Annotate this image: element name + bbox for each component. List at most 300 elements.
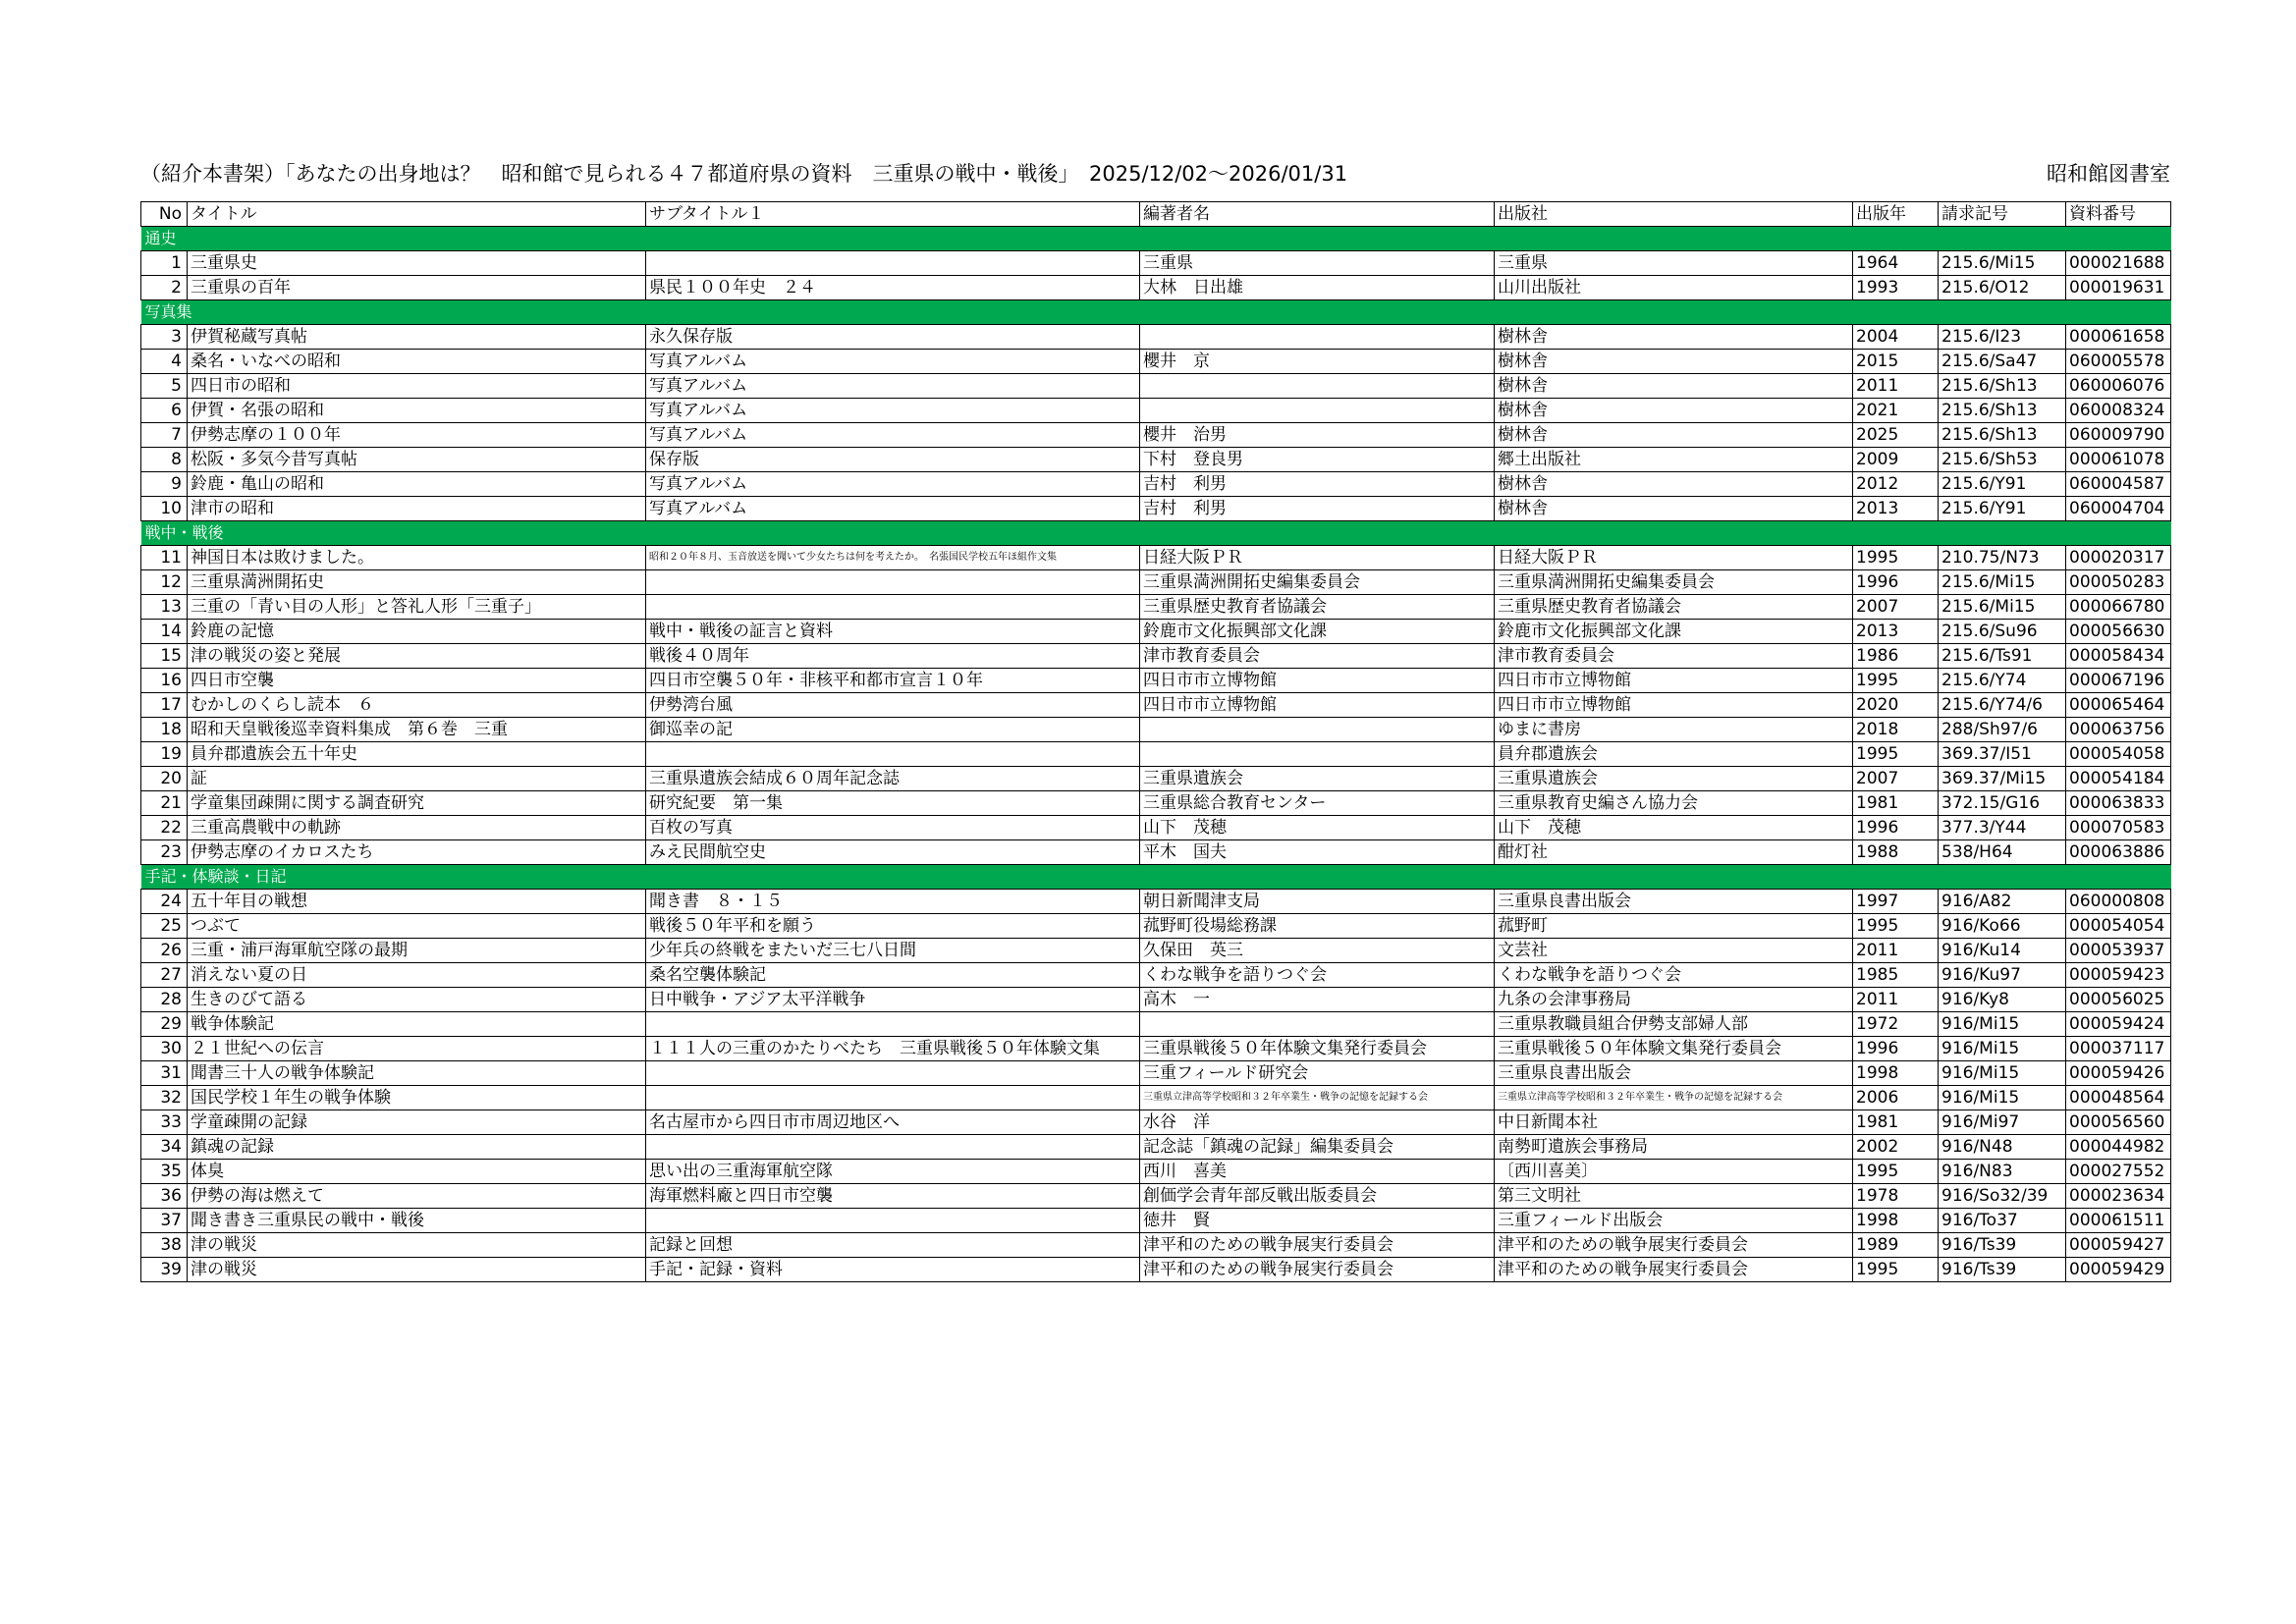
cell-subtitle: 聞き書 ８・１５ [646, 890, 1140, 914]
cell-year: 2011 [1853, 374, 1939, 399]
cell-call-number: 215.6/Sh13 [1939, 374, 2066, 399]
cell-publisher: 日経大阪ＰＲ [1495, 546, 1853, 570]
cell-no: 38 [141, 1233, 188, 1258]
cell-author: 吉村 利男 [1140, 497, 1495, 521]
table-row [141, 570, 2171, 595]
cell-author: 三重県立津高等学校昭和３２年卒業生・戦争の記憶を記録する会 [1140, 1086, 1495, 1110]
cell-title: ２１世紀への伝言 [188, 1037, 646, 1061]
cell-title: 体臭 [188, 1160, 646, 1184]
cell-no: 17 [141, 693, 188, 718]
column-header-call-number: 請求記号 [1939, 202, 2066, 227]
cell-item-number: 060004704 [2066, 497, 2171, 521]
cell-no: 7 [141, 423, 188, 448]
cell-author: 平木 国夫 [1140, 840, 1495, 865]
cell-year: 1993 [1853, 276, 1939, 300]
cell-author: 櫻井 治男 [1140, 423, 1495, 448]
cell-title: 三重県史 [188, 251, 646, 276]
cell-item-number: 060009790 [2066, 423, 2171, 448]
cell-item-number: 060005578 [2066, 350, 2171, 374]
table-row [141, 718, 2171, 742]
cell-title: 四日市の昭和 [188, 374, 646, 399]
cell-year: 2006 [1853, 1086, 1939, 1110]
cell-title: 津の戦災 [188, 1233, 646, 1258]
table-row [141, 374, 2171, 399]
cell-call-number: 215.6/Sh13 [1939, 423, 2066, 448]
cell-title: 桑名・いなべの昭和 [188, 350, 646, 374]
cell-publisher: 樹林舎 [1495, 350, 1853, 374]
cell-author: くわな戦争を語りつぐ会 [1140, 963, 1495, 988]
cell-author: 四日市市立博物館 [1140, 669, 1495, 693]
table-body [141, 227, 2171, 1282]
table-row [141, 251, 2171, 276]
cell-publisher: 樹林舎 [1495, 497, 1853, 521]
cell-subtitle: 写真アルバム [646, 472, 1140, 497]
table-row [141, 890, 2171, 914]
cell-no: 30 [141, 1037, 188, 1061]
table-row [141, 497, 2171, 521]
cell-no: 6 [141, 399, 188, 423]
table-row [141, 988, 2171, 1012]
cell-call-number: 916/Mi15 [1939, 1012, 2066, 1037]
table-header-row [141, 202, 2171, 227]
category-row [141, 300, 2171, 325]
cell-subtitle [646, 570, 1140, 595]
cell-item-number: 000059426 [2066, 1061, 2171, 1086]
table-row [141, 816, 2171, 840]
table-row [141, 1160, 2171, 1184]
cell-author: 四日市市立博物館 [1140, 693, 1495, 718]
table-row [141, 423, 2171, 448]
cell-subtitle: 名古屋市から四日市市周辺地区へ [646, 1110, 1140, 1135]
cell-year: 1989 [1853, 1233, 1939, 1258]
cell-year: 1986 [1853, 644, 1939, 669]
cell-title: 鈴鹿・亀山の昭和 [188, 472, 646, 497]
cell-no: 39 [141, 1258, 188, 1282]
cell-author: 水谷 洋 [1140, 1110, 1495, 1135]
cell-no: 13 [141, 595, 188, 620]
cell-no: 26 [141, 939, 188, 963]
cell-subtitle [646, 1012, 1140, 1037]
cell-item-number: 000023634 [2066, 1184, 2171, 1209]
cell-publisher: 山川出版社 [1495, 276, 1853, 300]
cell-no: 14 [141, 620, 188, 644]
cell-title: 昭和天皇戦後巡幸資料集成 第６巻 三重 [188, 718, 646, 742]
cell-item-number: 060004587 [2066, 472, 2171, 497]
cell-subtitle: 研究紀要 第一集 [646, 791, 1140, 816]
cell-no: 10 [141, 497, 188, 521]
cell-author: 西川 喜美 [1140, 1160, 1495, 1184]
cell-call-number: 215.6/O12 [1939, 276, 2066, 300]
category-row [141, 521, 2171, 546]
cell-author: 久保田 英三 [1140, 939, 1495, 963]
cell-no: 11 [141, 546, 188, 570]
cell-title: 戦争体験記 [188, 1012, 646, 1037]
cell-call-number: 215.6/Y74 [1939, 669, 2066, 693]
cell-item-number: 000058434 [2066, 644, 2171, 669]
table-row [141, 399, 2171, 423]
cell-year: 1995 [1853, 742, 1939, 767]
cell-call-number: 916/Ts39 [1939, 1233, 2066, 1258]
cell-subtitle: 写真アルバム [646, 374, 1140, 399]
cell-call-number: 916/Mi15 [1939, 1037, 2066, 1061]
cell-no: 15 [141, 644, 188, 669]
cell-year: 1985 [1853, 963, 1939, 988]
cell-subtitle: １１１人の三重のかたりべたち 三重県戦後５０年体験文集 [646, 1037, 1140, 1061]
category-label: 写真集 [141, 300, 2171, 325]
cell-publisher: 三重県立津高等学校昭和３２年卒業生・戦争の記憶を記録する会 [1495, 1086, 1853, 1110]
cell-no: 19 [141, 742, 188, 767]
cell-publisher: 酣灯社 [1495, 840, 1853, 865]
cell-item-number: 000061658 [2066, 325, 2171, 350]
cell-publisher: 津市教育委員会 [1495, 644, 1853, 669]
cell-year: 2004 [1853, 325, 1939, 350]
cell-call-number: 215.6/Sh13 [1939, 399, 2066, 423]
cell-call-number: 538/H64 [1939, 840, 2066, 865]
table-row [141, 1037, 2171, 1061]
cell-author: 三重県歴史教育者協議会 [1140, 595, 1495, 620]
cell-publisher: 文芸社 [1495, 939, 1853, 963]
cell-publisher: 三重県満洲開拓史編集委員会 [1495, 570, 1853, 595]
cell-author [1140, 1012, 1495, 1037]
cell-call-number: 215.6/Sh53 [1939, 448, 2066, 472]
cell-title: 証 [188, 767, 646, 791]
cell-call-number: 215.6/Mi15 [1939, 251, 2066, 276]
cell-subtitle: 三重県遺族会結成６０周年記念誌 [646, 767, 1140, 791]
cell-item-number: 000037117 [2066, 1037, 2171, 1061]
cell-author: 記念誌「鎮魂の記録」編集委員会 [1140, 1135, 1495, 1160]
cell-subtitle: 伊勢湾台風 [646, 693, 1140, 718]
cell-no: 18 [141, 718, 188, 742]
table-row [141, 546, 2171, 570]
cell-year: 1996 [1853, 570, 1939, 595]
cell-subtitle: 百枚の写真 [646, 816, 1140, 840]
cell-author [1140, 374, 1495, 399]
table-row [141, 791, 2171, 816]
cell-year: 2011 [1853, 988, 1939, 1012]
table-row [141, 669, 2171, 693]
column-header-publisher: 出版社 [1495, 202, 1853, 227]
cell-call-number: 369.37/I51 [1939, 742, 2066, 767]
cell-no: 20 [141, 767, 188, 791]
cell-subtitle: 昭和２０年８月、玉音放送を聞いて少女たちは何を考えたか。 名張国民学校五年ほ組作文集 [646, 546, 1140, 570]
cell-author: 吉村 利男 [1140, 472, 1495, 497]
cell-author: 鈴鹿市文化振興部文化課 [1140, 620, 1495, 644]
cell-subtitle: 戦中・戦後の証言と資料 [646, 620, 1140, 644]
table-row [141, 1135, 2171, 1160]
cell-author: 徳井 賢 [1140, 1209, 1495, 1233]
cell-no: 22 [141, 816, 188, 840]
cell-author: 三重県遺族会 [1140, 767, 1495, 791]
cell-item-number: 000044982 [2066, 1135, 2171, 1160]
cell-item-number: 000059423 [2066, 963, 2171, 988]
cell-call-number: 210.75/N73 [1939, 546, 2066, 570]
cell-author: 三重県 [1140, 251, 1495, 276]
cell-year: 2002 [1853, 1135, 1939, 1160]
cell-no: 1 [141, 251, 188, 276]
cell-year: 1988 [1853, 840, 1939, 865]
table-row [141, 276, 2171, 300]
cell-publisher: 鈴鹿市文化振興部文化課 [1495, 620, 1853, 644]
cell-year: 1995 [1853, 546, 1939, 570]
cell-subtitle: 少年兵の終戦をまたいだ三七八日間 [646, 939, 1140, 963]
cell-subtitle: 永久保存版 [646, 325, 1140, 350]
cell-author [1140, 718, 1495, 742]
cell-author [1140, 399, 1495, 423]
cell-call-number: 215.6/Y91 [1939, 497, 2066, 521]
cell-year: 1981 [1853, 1110, 1939, 1135]
cell-no: 9 [141, 472, 188, 497]
cell-author: 下村 登良男 [1140, 448, 1495, 472]
cell-year: 1995 [1853, 914, 1939, 939]
cell-author: 朝日新聞津支局 [1140, 890, 1495, 914]
cell-publisher: 員弁郡遺族会 [1495, 742, 1853, 767]
cell-title: 津の戦災の姿と発展 [188, 644, 646, 669]
table-row [141, 693, 2171, 718]
cell-item-number: 000053937 [2066, 939, 2171, 963]
cell-year: 2007 [1853, 767, 1939, 791]
cell-publisher: 菰野町 [1495, 914, 1853, 939]
cell-year: 2020 [1853, 693, 1939, 718]
cell-publisher: ゆまに書房 [1495, 718, 1853, 742]
cell-subtitle [646, 595, 1140, 620]
cell-subtitle: みえ民間航空史 [646, 840, 1140, 865]
column-header-author: 編著者名 [1140, 202, 1495, 227]
cell-year: 1972 [1853, 1012, 1939, 1037]
table-row [141, 595, 2171, 620]
cell-no: 36 [141, 1184, 188, 1209]
cell-publisher: 津平和のための戦争展実行委員会 [1495, 1258, 1853, 1282]
cell-no: 31 [141, 1061, 188, 1086]
cell-author: 菰野町役場総務課 [1140, 914, 1495, 939]
cell-no: 5 [141, 374, 188, 399]
cell-call-number: 916/Ky8 [1939, 988, 2066, 1012]
cell-publisher: 四日市市立博物館 [1495, 693, 1853, 718]
table-row [141, 620, 2171, 644]
cell-no: 12 [141, 570, 188, 595]
cell-call-number: 916/So32/39 [1939, 1184, 2066, 1209]
cell-item-number: 000019631 [2066, 276, 2171, 300]
cell-title: 聞き書き三重県民の戦中・戦後 [188, 1209, 646, 1233]
cell-publisher: 中日新聞本社 [1495, 1110, 1853, 1135]
cell-author: 高木 一 [1140, 988, 1495, 1012]
table-row [141, 325, 2171, 350]
cell-call-number: 369.37/Mi15 [1939, 767, 2066, 791]
table-row [141, 1012, 2171, 1037]
cell-author: 津平和のための戦争展実行委員会 [1140, 1258, 1495, 1282]
cell-year: 2009 [1853, 448, 1939, 472]
cell-year: 1995 [1853, 1160, 1939, 1184]
cell-call-number: 916/Mi15 [1939, 1061, 2066, 1086]
cell-publisher: 三重県教職員組合伊勢支部婦人部 [1495, 1012, 1853, 1037]
cell-publisher: 樹林舎 [1495, 399, 1853, 423]
cell-call-number: 215.6/Y74/6 [1939, 693, 2066, 718]
cell-no: 8 [141, 448, 188, 472]
cell-publisher: 樹林舎 [1495, 423, 1853, 448]
cell-title: 神国日本は敗けました。 [188, 546, 646, 570]
cell-year: 1998 [1853, 1209, 1939, 1233]
cell-publisher: 三重県良書出版会 [1495, 890, 1853, 914]
category-row [141, 865, 2171, 890]
cell-subtitle: 戦後５０年平和を願う [646, 914, 1140, 939]
cell-title: 学童集団疎開に関する調査研究 [188, 791, 646, 816]
table-row [141, 767, 2171, 791]
table-row [141, 1184, 2171, 1209]
cell-title: 伊勢志摩のイカロスたち [188, 840, 646, 865]
cell-year: 1964 [1853, 251, 1939, 276]
cell-subtitle: 思い出の三重海軍航空隊 [646, 1160, 1140, 1184]
cell-call-number: 215.6/Mi15 [1939, 595, 2066, 620]
library-name: 昭和館図書室 [2047, 162, 2170, 186]
cell-item-number: 000065464 [2066, 693, 2171, 718]
column-header-subtitle: サブタイトル１ [646, 202, 1140, 227]
cell-title: むかしのくらし読本 ６ [188, 693, 646, 718]
cell-item-number: 000050283 [2066, 570, 2171, 595]
cell-year: 1996 [1853, 1037, 1939, 1061]
cell-subtitle: 記録と回想 [646, 1233, 1140, 1258]
table-row [141, 1086, 2171, 1110]
category-label: 通史 [141, 227, 2171, 251]
cell-title: 五十年目の戦想 [188, 890, 646, 914]
cell-no: 25 [141, 914, 188, 939]
cell-call-number: 916/A82 [1939, 890, 2066, 914]
cell-title: 学童疎開の記録 [188, 1110, 646, 1135]
cell-no: 28 [141, 988, 188, 1012]
cell-publisher: 樹林舎 [1495, 325, 1853, 350]
cell-subtitle: 保存版 [646, 448, 1140, 472]
cell-title: 松阪・多気今昔写真帖 [188, 448, 646, 472]
cell-subtitle [646, 1061, 1140, 1086]
cell-publisher: 三重フィールド出版会 [1495, 1209, 1853, 1233]
cell-call-number: 215.6/Y91 [1939, 472, 2066, 497]
cell-publisher: 津平和のための戦争展実行委員会 [1495, 1233, 1853, 1258]
cell-item-number: 000021688 [2066, 251, 2171, 276]
cell-year: 1997 [1853, 890, 1939, 914]
cell-no: 27 [141, 963, 188, 988]
cell-author: 大林 日出雄 [1140, 276, 1495, 300]
cell-item-number: 000054054 [2066, 914, 2171, 939]
cell-year: 1995 [1853, 1258, 1939, 1282]
cell-item-number: 060006076 [2066, 374, 2171, 399]
table-row [141, 1110, 2171, 1135]
cell-subtitle [646, 1209, 1140, 1233]
cell-call-number: 215.6/Ts91 [1939, 644, 2066, 669]
cell-item-number: 000054184 [2066, 767, 2171, 791]
cell-call-number: 372.15/G16 [1939, 791, 2066, 816]
cell-subtitle: 写真アルバム [646, 497, 1140, 521]
cell-publisher: くわな戦争を語りつぐ会 [1495, 963, 1853, 988]
cell-item-number: 000056025 [2066, 988, 2171, 1012]
cell-item-number: 000067196 [2066, 669, 2171, 693]
cell-call-number: 215.6/I23 [1939, 325, 2066, 350]
cell-author: 三重県総合教育センター [1140, 791, 1495, 816]
cell-title: 三重高農戦中の軌跡 [188, 816, 646, 840]
cell-title: 三重県満洲開拓史 [188, 570, 646, 595]
cell-publisher: 郷土出版社 [1495, 448, 1853, 472]
cell-call-number: 916/Ku97 [1939, 963, 2066, 988]
cell-subtitle: 御巡幸の記 [646, 718, 1140, 742]
cell-title: 鈴鹿の記憶 [188, 620, 646, 644]
table-row [141, 742, 2171, 767]
cell-item-number: 000027552 [2066, 1160, 2171, 1184]
category-label: 戦中・戦後 [141, 521, 2171, 546]
cell-title: 伊勢の海は燃えて [188, 1184, 646, 1209]
column-header-year: 出版年 [1853, 202, 1939, 227]
table-row [141, 840, 2171, 865]
cell-publisher: 樹林舎 [1495, 374, 1853, 399]
cell-year: 1995 [1853, 669, 1939, 693]
cell-item-number: 000061078 [2066, 448, 2171, 472]
table-row [141, 1233, 2171, 1258]
cell-no: 37 [141, 1209, 188, 1233]
cell-subtitle [646, 742, 1140, 767]
cell-year: 1981 [1853, 791, 1939, 816]
cell-subtitle: 日中戦争・アジア太平洋戦争 [646, 988, 1140, 1012]
cell-subtitle: 手記・記録・資料 [646, 1258, 1140, 1282]
book-list-table [140, 201, 2171, 1282]
cell-publisher: 四日市市立博物館 [1495, 669, 1853, 693]
cell-title: 三重の「青い目の人形」と答礼人形「三重子」 [188, 595, 646, 620]
table-row [141, 644, 2171, 669]
table-row [141, 448, 2171, 472]
cell-subtitle: 海軍燃料廠と四日市空襲 [646, 1184, 1140, 1209]
cell-year: 2015 [1853, 350, 1939, 374]
cell-subtitle [646, 251, 1140, 276]
cell-call-number: 288/Sh97/6 [1939, 718, 2066, 742]
table-row [141, 350, 2171, 374]
cell-publisher: 九条の会津事務局 [1495, 988, 1853, 1012]
cell-no: 21 [141, 791, 188, 816]
cell-publisher: 第三文明社 [1495, 1184, 1853, 1209]
table-row [141, 1209, 2171, 1233]
cell-author: 創価学会青年部反戦出版委員会 [1140, 1184, 1495, 1209]
cell-author: 三重県満洲開拓史編集委員会 [1140, 570, 1495, 595]
table-row [141, 472, 2171, 497]
cell-item-number: 000059429 [2066, 1258, 2171, 1282]
document-header [140, 157, 2170, 190]
cell-no: 34 [141, 1135, 188, 1160]
cell-call-number: 377.3/Y44 [1939, 816, 2066, 840]
cell-year: 2013 [1853, 620, 1939, 644]
cell-publisher: 三重県良書出版会 [1495, 1061, 1853, 1086]
cell-year: 1996 [1853, 816, 1939, 840]
cell-item-number: 000048564 [2066, 1086, 2171, 1110]
cell-call-number: 916/Mi97 [1939, 1110, 2066, 1135]
cell-no: 2 [141, 276, 188, 300]
cell-author: 津市教育委員会 [1140, 644, 1495, 669]
cell-item-number: 000059427 [2066, 1233, 2171, 1258]
cell-item-number: 000056560 [2066, 1110, 2171, 1135]
table-row [141, 1061, 2171, 1086]
cell-item-number: 000056630 [2066, 620, 2171, 644]
cell-title: 四日市空襲 [188, 669, 646, 693]
cell-no: 16 [141, 669, 188, 693]
cell-no: 23 [141, 840, 188, 865]
cell-publisher: 三重県 [1495, 251, 1853, 276]
cell-item-number: 060000808 [2066, 890, 2171, 914]
cell-subtitle [646, 1135, 1140, 1160]
cell-year: 1998 [1853, 1061, 1939, 1086]
cell-item-number: 000059424 [2066, 1012, 2171, 1037]
cell-subtitle: 写真アルバム [646, 399, 1140, 423]
cell-no: 35 [141, 1160, 188, 1184]
cell-item-number: 060008324 [2066, 399, 2171, 423]
column-header-no: No [141, 202, 188, 227]
cell-subtitle: 県民１００年史 ２４ [646, 276, 1140, 300]
column-header-item-number: 資料番号 [2066, 202, 2171, 227]
cell-year: 2018 [1853, 718, 1939, 742]
cell-no: 33 [141, 1110, 188, 1135]
cell-item-number: 000061511 [2066, 1209, 2171, 1233]
